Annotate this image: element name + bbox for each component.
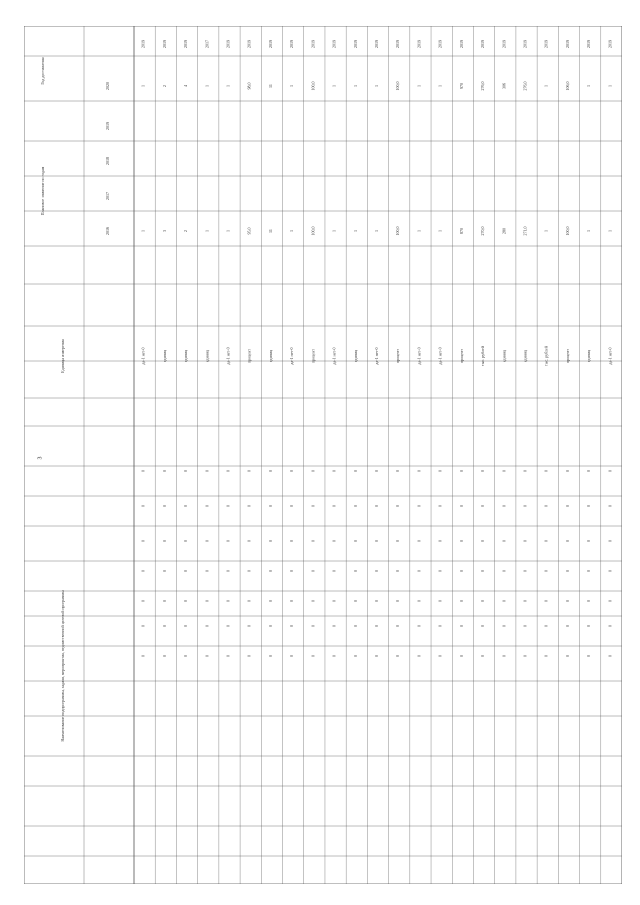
value-2016: 1 (586, 230, 592, 232)
value-2016: 1 (416, 230, 422, 232)
code-cell: 0 (310, 625, 316, 627)
unit: да-1 нет-0 (607, 347, 613, 365)
value-2020: 100,0 (310, 81, 316, 91)
code-cell: 0 (543, 570, 549, 572)
unit: да-1 нет-0 (289, 347, 295, 365)
unit: да-1 нет-0 (374, 347, 379, 365)
code-cell: 0 (607, 540, 613, 542)
code-cell: 0 (607, 655, 613, 657)
code-cell: 0 (352, 505, 358, 507)
code-cell: 0 (586, 570, 592, 572)
unit: тыс. рублей (543, 346, 549, 366)
code-cell: 0 (543, 625, 549, 627)
target-year: 2017 (204, 40, 210, 48)
code-cell: 0 (204, 470, 210, 472)
code-cell: 0 (501, 600, 507, 602)
value-2016: 100,0 (310, 226, 316, 236)
code-cell: 0 (246, 655, 252, 657)
code-cell: 0 (183, 625, 189, 627)
unit: процент (395, 349, 401, 363)
code-cell: 0 (416, 625, 422, 627)
code-cell: 0 (289, 655, 295, 657)
value-2020: 306 (501, 83, 507, 89)
code-cell: 0 (437, 600, 443, 602)
code-cell: 0 (225, 625, 231, 627)
code-cell: 0 (352, 655, 358, 657)
code-cell: 0 (331, 625, 337, 627)
code-cell: 0 (246, 625, 252, 627)
header-target-year: Год достижения (40, 57, 45, 85)
code-cell: 0 (225, 540, 231, 542)
target-year: 2019 (480, 40, 486, 48)
code-cell: 0 (267, 600, 273, 602)
value-2016: 280 (501, 228, 507, 234)
code-cell: 0 (437, 570, 443, 572)
value-2020: 970 (458, 83, 464, 89)
value-2016: 1 (331, 230, 337, 232)
code-cell: 0 (564, 505, 570, 507)
unit: единиц (161, 349, 167, 363)
code-cell: 0 (458, 600, 464, 602)
value-2016: 11 (267, 229, 273, 233)
code-cell: 0 (183, 470, 189, 472)
code-cell: 0 (352, 600, 358, 602)
code-cell: 0 (140, 470, 146, 472)
header-year: 2019 (105, 122, 110, 130)
code-cell: 0 (140, 625, 146, 627)
code-cell: 0 (289, 540, 295, 542)
code-cell: 0 (374, 470, 379, 472)
header-year: 2018 (105, 157, 110, 165)
value-2016: 270,0 (480, 226, 486, 236)
value-2020: 2 (161, 85, 167, 87)
code-cell: 0 (564, 540, 570, 542)
code-cell: 0 (183, 600, 189, 602)
unit: единиц (586, 349, 592, 363)
code-cell: 0 (607, 625, 613, 627)
value-2016: 1 (352, 230, 358, 232)
code-cell: 0 (246, 540, 252, 542)
code-cell: 0 (331, 470, 337, 472)
value-2020: 1 (225, 85, 231, 87)
code-cell: 0 (437, 540, 443, 542)
code-cell: 0 (140, 600, 146, 602)
target-year: 2019 (395, 40, 401, 48)
code-cell: 0 (161, 655, 167, 657)
code-cell: 0 (416, 505, 422, 507)
target-year: 2019 (374, 40, 379, 48)
code-cell: 0 (522, 470, 528, 472)
unit: единиц (522, 349, 528, 363)
unit: единиц (352, 349, 358, 363)
code-cell: 0 (352, 570, 358, 572)
value-2016: 2 (183, 230, 189, 232)
code-cell: 0 (522, 600, 528, 602)
target-year: 2019 (331, 40, 337, 48)
header-plan-group: Плановое значение по годам (40, 166, 45, 216)
code-cell: 0 (564, 470, 570, 472)
target-year: 2019 (267, 40, 273, 48)
code-cell: 0 (225, 600, 231, 602)
page-number: 3 (37, 456, 44, 460)
value-2020: 1 (586, 85, 592, 87)
value-2020: 1 (352, 85, 358, 87)
unit: процент (246, 349, 252, 363)
target-year: 2019 (352, 40, 358, 48)
code-cell: 0 (140, 540, 146, 542)
value-2016: 100,0 (395, 226, 401, 236)
code-cell: 0 (374, 505, 379, 507)
code-cell: 0 (140, 655, 146, 657)
code-cell: 0 (204, 625, 210, 627)
code-cell: 0 (374, 540, 379, 542)
code-cell: 0 (501, 570, 507, 572)
unit: процент (564, 349, 570, 363)
target-year: 2019 (564, 40, 570, 48)
code-cell: 0 (501, 655, 507, 657)
code-cell: 0 (289, 505, 295, 507)
value-2020: 1 (374, 85, 379, 87)
target-year: 2019 (183, 40, 189, 48)
code-cell: 0 (522, 625, 528, 627)
target-year: 2019 (501, 40, 507, 48)
code-cell: 0 (161, 600, 167, 602)
code-cell: 0 (564, 570, 570, 572)
code-cell: 0 (458, 540, 464, 542)
code-cell: 0 (246, 470, 252, 472)
code-cell: 0 (246, 600, 252, 602)
header-budget: Наименование подпрограммы, задачи, мероприятия, ведомственной целевой программы (60, 590, 65, 742)
unit: да-1 нет-0 (140, 347, 146, 365)
code-cell: 0 (161, 540, 167, 542)
unit: единиц (204, 349, 210, 363)
code-cell: 0 (267, 470, 273, 472)
code-cell: 0 (310, 655, 316, 657)
code-cell: 0 (416, 655, 422, 657)
code-cell: 0 (522, 570, 528, 572)
code-cell: 0 (267, 655, 273, 657)
code-cell: 0 (183, 505, 189, 507)
code-cell: 0 (607, 570, 613, 572)
value-2016: 870 (458, 228, 464, 234)
code-cell: 0 (289, 600, 295, 602)
header-year: 2020 (105, 82, 110, 90)
value-2020: 4 (183, 85, 189, 87)
code-cell: 0 (607, 600, 613, 602)
code-cell: 0 (204, 655, 210, 657)
code-cell: 0 (331, 540, 337, 542)
value-2016: 3 (161, 230, 167, 232)
value-2020: 98,0 (246, 82, 252, 90)
code-cell: 0 (458, 570, 464, 572)
code-cell: 0 (480, 655, 486, 657)
code-cell: 0 (395, 470, 401, 472)
code-cell: 0 (183, 540, 189, 542)
code-cell: 0 (416, 540, 422, 542)
code-cell: 0 (522, 655, 528, 657)
code-cell: 0 (267, 540, 273, 542)
code-cell: 0 (543, 600, 549, 602)
code-cell: 0 (183, 570, 189, 572)
code-cell: 0 (480, 505, 486, 507)
code-cell: 0 (543, 540, 549, 542)
code-cell: 0 (289, 570, 295, 572)
code-cell: 0 (458, 625, 464, 627)
code-cell: 0 (522, 540, 528, 542)
code-cell: 0 (501, 470, 507, 472)
code-cell: 0 (267, 505, 273, 507)
code-cell: 0 (437, 625, 443, 627)
value-2020: 276,0 (480, 81, 486, 91)
code-cell: 0 (310, 600, 316, 602)
target-year: 2019 (543, 40, 549, 48)
code-cell: 0 (352, 470, 358, 472)
value-2016: 1 (607, 230, 613, 232)
value-2016: 1 (225, 230, 231, 232)
code-cell: 0 (204, 540, 210, 542)
code-cell: 0 (543, 470, 549, 472)
code-cell: 0 (480, 570, 486, 572)
code-cell: 0 (331, 570, 337, 572)
code-cell: 0 (395, 505, 401, 507)
code-cell: 0 (161, 625, 167, 627)
code-cell: 0 (267, 625, 273, 627)
value-2020: 1 (543, 85, 549, 87)
code-cell: 0 (458, 655, 464, 657)
code-cell: 0 (543, 655, 549, 657)
code-cell: 0 (161, 470, 167, 472)
code-cell: 0 (331, 505, 337, 507)
code-cell: 0 (374, 625, 379, 627)
code-cell: 0 (374, 600, 379, 602)
value-2020: 1 (289, 85, 295, 87)
code-cell: 0 (140, 570, 146, 572)
code-cell: 0 (395, 600, 401, 602)
unit: да-1 нет-0 (225, 347, 231, 365)
code-cell: 0 (310, 470, 316, 472)
unit: единиц (501, 349, 507, 363)
value-2020: 1 (140, 85, 146, 87)
code-cell: 0 (395, 655, 401, 657)
code-cell: 0 (310, 570, 316, 572)
code-cell: 0 (480, 625, 486, 627)
target-year: 2019 (416, 40, 422, 48)
value-2016: 1 (204, 230, 210, 232)
header-year: 2016 (105, 227, 110, 235)
target-year: 2019 (289, 40, 295, 48)
code-cell: 0 (267, 570, 273, 572)
code-cell: 0 (204, 600, 210, 602)
table-grid (24, 26, 622, 884)
value-2016: 1 (140, 230, 146, 232)
value-2016: 1 (543, 230, 549, 232)
unit: да-1 нет-0 (331, 347, 337, 365)
target-year: 2019 (140, 40, 146, 49)
code-cell: 0 (416, 470, 422, 472)
code-cell: 0 (437, 505, 443, 507)
code-cell: 0 (331, 600, 337, 602)
code-cell: 0 (225, 655, 231, 657)
value-2016: 1 (289, 230, 295, 232)
code-cell: 0 (586, 540, 592, 542)
code-cell: 0 (586, 470, 592, 472)
code-cell: 0 (501, 625, 507, 627)
code-cell: 0 (289, 625, 295, 627)
code-cell: 0 (395, 625, 401, 627)
code-cell: 0 (607, 505, 613, 507)
code-cell: 0 (225, 570, 231, 572)
code-cell: 0 (437, 655, 443, 657)
code-cell: 0 (310, 505, 316, 507)
value-2020: 106,0 (564, 81, 570, 91)
code-cell: 0 (374, 570, 379, 572)
code-cell: 0 (395, 570, 401, 572)
unit: единиц (267, 349, 273, 363)
value-2020: 1 (416, 85, 422, 87)
code-cell: 0 (480, 470, 486, 472)
target-year: 2019 (437, 40, 443, 48)
target-year: 2019 (586, 40, 592, 48)
code-cell: 0 (161, 570, 167, 572)
value-2016: 1 (374, 230, 379, 232)
code-cell: 0 (352, 625, 358, 627)
code-cell: 0 (480, 600, 486, 602)
code-cell: 0 (225, 470, 231, 472)
unit: да-1 нет-0 (416, 347, 422, 365)
code-cell: 0 (501, 540, 507, 542)
value-2020: 276,0 (522, 81, 528, 91)
header-year: 2017 (105, 192, 110, 200)
code-cell: 0 (183, 655, 189, 657)
code-cell: 0 (161, 505, 167, 507)
code-cell: 0 (310, 540, 316, 542)
unit: процент (458, 349, 464, 363)
target-year: 2019 (310, 40, 316, 48)
code-cell: 0 (437, 470, 443, 472)
code-cell: 0 (458, 505, 464, 507)
target-year: 2019 (246, 40, 252, 48)
code-cell: 0 (564, 655, 570, 657)
value-2016: 100,0 (564, 226, 570, 236)
value-2020: 100,0 (395, 81, 401, 91)
code-cell: 0 (458, 470, 464, 472)
unit: процент (310, 349, 316, 363)
code-cell: 0 (564, 600, 570, 602)
code-cell: 0 (225, 505, 231, 507)
code-cell: 0 (204, 505, 210, 507)
code-cell: 0 (374, 655, 379, 657)
code-cell: 0 (607, 470, 613, 472)
code-cell: 0 (480, 540, 486, 542)
code-cell: 0 (416, 570, 422, 572)
value-2016: 271,0 (522, 226, 528, 236)
value-2016: 95,0 (246, 227, 252, 235)
header-unit: Единица измерения (60, 339, 65, 373)
value-2020: 1 (607, 85, 613, 87)
rotated-table (24, 26, 622, 884)
target-year: 2019 (458, 40, 464, 48)
code-cell: 0 (246, 505, 252, 507)
value-2020: 1 (204, 85, 210, 87)
code-cell: 0 (564, 625, 570, 627)
code-cell: 0 (586, 625, 592, 627)
code-cell: 0 (246, 570, 252, 572)
unit: тыс. рублей (480, 346, 486, 366)
code-cell: 0 (522, 505, 528, 507)
value-2020: 11 (267, 84, 273, 88)
target-year: 2019 (161, 40, 167, 48)
value-2016: 1 (437, 230, 443, 232)
code-cell: 0 (416, 600, 422, 602)
unit: да-1 нет-0 (437, 347, 443, 365)
value-2020: 1 (437, 85, 443, 87)
code-cell: 0 (586, 600, 592, 602)
code-cell: 0 (289, 470, 295, 472)
code-cell: 0 (543, 505, 549, 507)
target-year: 2019 (225, 40, 231, 48)
value-2020: 1 (331, 85, 337, 87)
code-cell: 0 (352, 540, 358, 542)
target-year: 2019 (522, 40, 528, 48)
code-cell: 0 (586, 505, 592, 507)
unit: единиц (183, 349, 189, 363)
code-cell: 0 (140, 505, 146, 507)
code-cell: 0 (395, 540, 401, 542)
code-cell: 0 (331, 655, 337, 657)
code-cell: 0 (586, 655, 592, 657)
code-cell: 0 (204, 570, 210, 572)
code-cell: 0 (501, 505, 507, 507)
target-year: 2019 (607, 40, 613, 48)
